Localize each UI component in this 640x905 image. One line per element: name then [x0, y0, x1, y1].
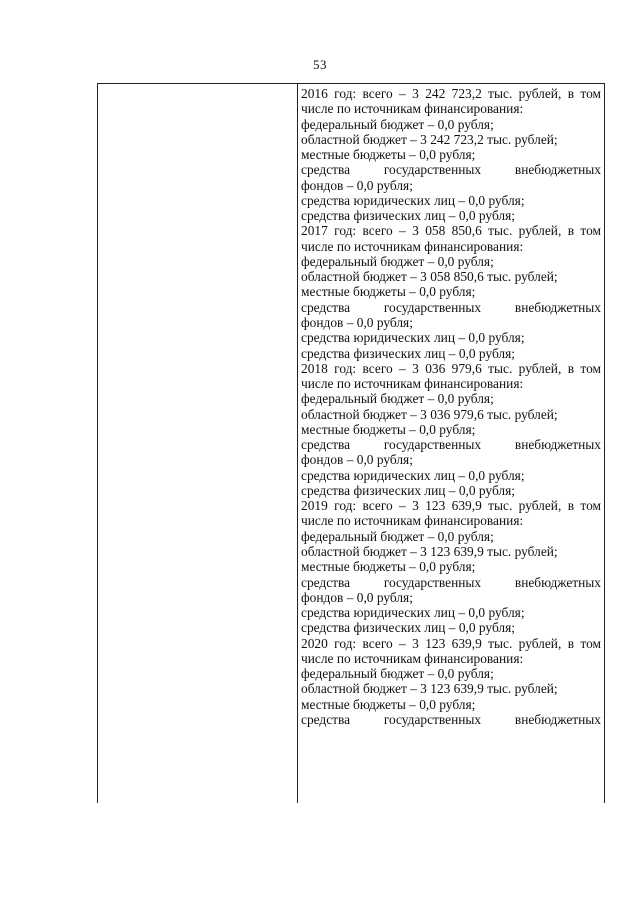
text-line: средства физических лиц – 0,0 рубля;: [301, 208, 515, 224]
text-line: 2019 год: всего – 3 123 639,9 тыс. рублей, в том: [301, 498, 601, 514]
text-line: фондов – 0,0 рубля;: [301, 177, 413, 193]
text-line: областной бюджет – 3 036 979,6 тыс. рублей;: [301, 406, 558, 422]
text-line: средства государственных внебюджетных: [301, 711, 601, 727]
text-line: 2020 год: всего – 3 123 639,9 тыс. рублей, в том: [301, 635, 601, 651]
text-line: 2017 год: всего – 3 058 850,6 тыс. рублей, в том: [301, 223, 601, 239]
text-line: средства физических лиц – 0,0 рубля;: [301, 345, 515, 361]
text-line: местные бюджеты – 0,0 рубля;: [301, 696, 476, 712]
text-line: фондов – 0,0 рубля;: [301, 314, 413, 330]
text-line: средства юридических лиц – 0,0 рубля;: [301, 192, 525, 208]
text-line: местные бюджеты – 0,0 рубля;: [301, 284, 476, 300]
text-line: числе по источникам финансирования:: [301, 650, 524, 666]
table-right-cell: [301, 86, 601, 727]
text-line: местные бюджеты – 0,0 рубля;: [301, 421, 476, 437]
text-line: средства юридических лиц – 0,0 рубля;: [301, 605, 525, 621]
text-line: федеральный бюджет – 0,0 рубля;: [301, 666, 494, 682]
text-line: средства юридических лиц – 0,0 рубля;: [301, 330, 525, 346]
text-line: числе по источникам финансирования:: [301, 238, 524, 254]
text-line: 2018 год: всего – 3 036 979,6 тыс. рублей, в том: [301, 360, 601, 376]
text-line: областной бюджет – 3 123 639,9 тыс. рублей;: [301, 543, 558, 559]
text-line: средства государственных внебюджетных: [301, 437, 601, 453]
text-line: областной бюджет – 3 242 723,2 тыс. рублей;: [301, 131, 558, 147]
text-line: 2016 год: всего – 3 242 723,2 тыс. рублей, в том: [301, 86, 601, 101]
text-line: федеральный бюджет – 0,0 рубля;: [301, 116, 494, 132]
text-line: средства физических лиц – 0,0 рубля;: [301, 620, 515, 636]
financing-table: [97, 83, 605, 803]
text-line: местные бюджеты – 0,0 рубля;: [301, 559, 476, 575]
text-line: средства государственных внебюджетных: [301, 574, 601, 590]
text-line: фондов – 0,0 рубля;: [301, 589, 413, 605]
text-line: фондов – 0,0 рубля;: [301, 452, 413, 468]
text-line: средства юридических лиц – 0,0 рубля;: [301, 467, 525, 483]
column-divider: [297, 84, 298, 803]
text-line: средства государственных внебюджетных: [301, 299, 601, 315]
text-line: средства физических лиц – 0,0 рубля;: [301, 482, 515, 498]
text-line: федеральный бюджет – 0,0 рубля;: [301, 391, 494, 407]
text-line: областной бюджет – 3 123 639,9 тыс. рублей;: [301, 681, 558, 697]
text-line: числе по источникам финансирования:: [301, 376, 524, 392]
text-line: областной бюджет – 3 058 850,6 тыс. рублей;: [301, 269, 558, 285]
text-line: средства государственных внебюджетных: [301, 162, 601, 178]
text-line: местные бюджеты – 0,0 рубля;: [301, 147, 476, 163]
page-number: 53: [313, 57, 327, 72]
text-line: числе по источникам финансирования:: [301, 513, 524, 529]
table-left-cell: [98, 84, 297, 803]
text-line: федеральный бюджет – 0,0 рубля;: [301, 528, 494, 544]
text-line: федеральный бюджет – 0,0 рубля;: [301, 253, 494, 269]
text-line: числе по источникам финансирования:: [301, 101, 524, 117]
